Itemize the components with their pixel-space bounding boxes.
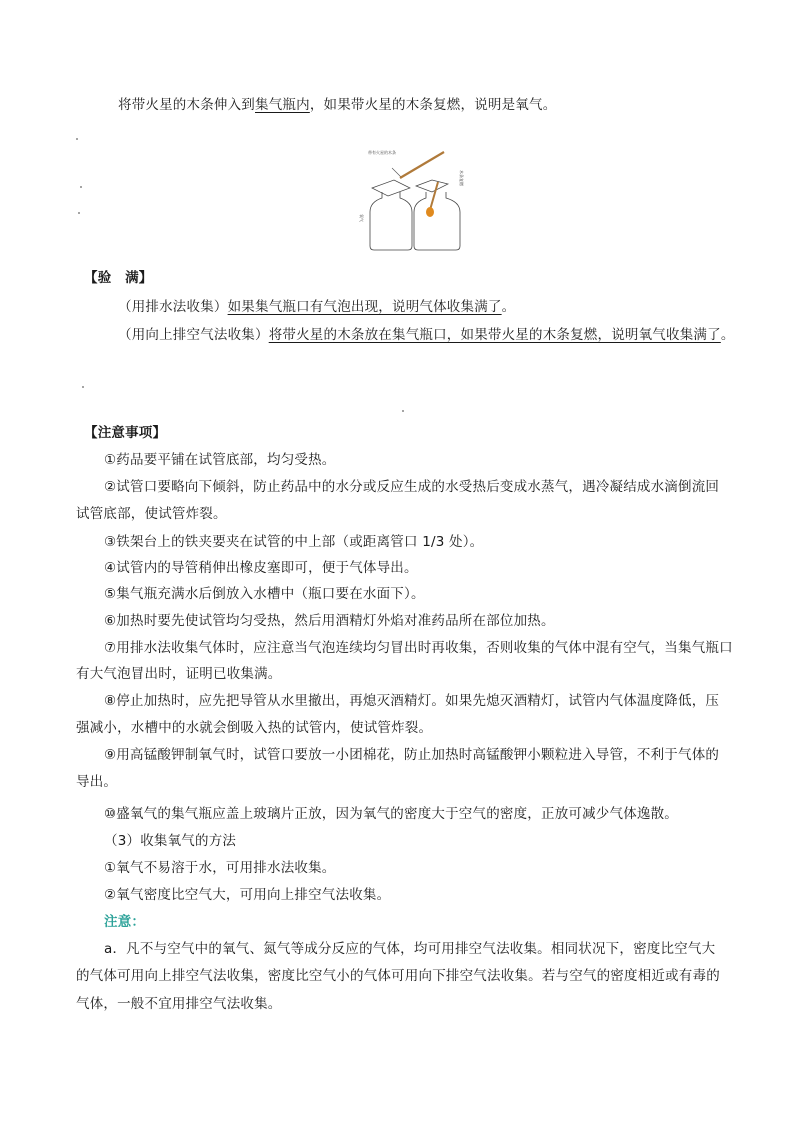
note-item-5: ⑤集气瓶充满水后倒放入水槽中（瓶口要在水面下）。 xyxy=(104,586,425,602)
check-full-heading: 【验 满】 xyxy=(84,270,153,286)
check-full-line1-prefix: （用排水法收集） xyxy=(118,299,228,315)
check-full-line1-underlined: 如果集气瓶口有气泡出现，说明气体收集满了 xyxy=(227,299,502,315)
note-item-7a: ⑦用排水法收集气体时，应注意当气泡连续均匀冒出时再收集，否则收集的气体中混有空气，当集气瓶口 xyxy=(104,640,733,656)
intro-paragraph xyxy=(118,96,556,114)
intro-text-before: 将带火星的木条伸入到 xyxy=(118,97,255,113)
attention-line-2: 的气体可用向上排空气法收集，密度比空气小的气体可用向下排空气法收集。若与空气的密度相近或有毒的 xyxy=(76,968,720,984)
check-full-line1-suffix: 。 xyxy=(501,299,516,315)
note-item-4: ④试管内的导管稍伸出橡皮塞即可，便于气体导出。 xyxy=(104,560,418,576)
notes-heading: 【注意事项】 xyxy=(84,425,167,441)
check-full-line2-prefix: （用向上排空气法收集） xyxy=(118,327,269,343)
note-item-9a: ⑨用高锰酸钾制氧气时，试管口要放一小团棉花，防止加热时高锰酸钾小颗粒进入导管，不利于气体的 xyxy=(104,747,720,763)
collect-item-2: ②氧气密度比空气大，可用向上排空气法收集。 xyxy=(104,887,391,903)
note-item-7b: 有大气泡冒出时，证明已收集满。 xyxy=(76,666,282,682)
check-full-line-1 xyxy=(118,298,515,316)
scan-dot xyxy=(82,386,84,388)
note-item-1: ①药品要平铺在试管底部，均匀受热。 xyxy=(104,452,336,468)
scan-dot xyxy=(402,410,404,412)
attention-label: 注意： xyxy=(104,914,146,930)
label-flame: 木条复燃 xyxy=(459,170,464,186)
note-item-2a: ②试管口要略向下倾斜，防止药品中的水分或反应生成的水受热后变成水蒸气，遇冷凝结成水滴倒流回 xyxy=(104,479,720,495)
scan-dot xyxy=(78,212,80,214)
gas-bottle-diagram xyxy=(352,142,472,254)
attention-line-1: a．凡不与空气中的氧气、氮气等成分反应的气体，均可用排空气法收集。相同状况下，密度比空气大 xyxy=(104,941,716,957)
scan-dot xyxy=(76,138,78,140)
note-item-9b: 导出。 xyxy=(76,774,118,790)
splint-in-bottle xyxy=(430,182,438,210)
note-item-6: ⑥加热时要先使试管均匀受热，然后用酒精灯外焰对准药品所在部位加热。 xyxy=(104,613,555,629)
check-full-line2-underlined: 将带火星的木条放在集气瓶口，如果带火星的木条复燃，说明氧气收集满了 xyxy=(268,327,721,343)
note-item-3: ③铁架台上的铁夹要夹在试管的中上部（或距离管口 1/3 处）。 xyxy=(104,534,484,550)
collect-item-1: ①氧气不易溶于水，可用排水法收集。 xyxy=(104,860,336,876)
note-item-10: ⑩盛氧气的集气瓶应盖上玻璃片正放，因为氧气的密度大于空气的密度，正放可减少气体逸散。 xyxy=(104,806,679,822)
glass-plate-right xyxy=(416,180,448,192)
check-full-line2-suffix: 。 xyxy=(720,327,735,343)
oxygen-test-figure xyxy=(352,142,472,254)
intro-underlined: 集气瓶内 xyxy=(255,97,310,113)
scan-dot xyxy=(80,186,82,188)
note-item-8a: ⑧停止加热时，应先把导管从水里撤出，再熄灭酒精灯。如果先熄灭酒精灯，试管内气体温度降低，压 xyxy=(104,693,720,709)
attention-line-3: 气体，一般不宜用排空气法收集。 xyxy=(76,996,282,1012)
gas-bottle-right xyxy=(414,192,460,250)
label-left: 氧气 xyxy=(359,214,364,222)
note-item-2b: 试管底部，使试管炸裂。 xyxy=(76,506,227,522)
collect-heading: （3）收集氧气的方法 xyxy=(104,833,237,849)
glass-plate-left xyxy=(372,180,410,196)
wooden-splint xyxy=(400,152,444,178)
intro-text-after: ，如果带火星的木条复燃，说明是氧气。 xyxy=(309,97,557,113)
note-item-8b: 强减小，水槽中的水就会倒吸入热的试管内，使试管炸裂。 xyxy=(76,720,433,736)
check-full-line-2 xyxy=(118,326,735,344)
label-stick: 带有火星的木条 xyxy=(368,150,396,155)
gas-bottle-left xyxy=(370,192,412,250)
flame-icon xyxy=(426,207,434,217)
